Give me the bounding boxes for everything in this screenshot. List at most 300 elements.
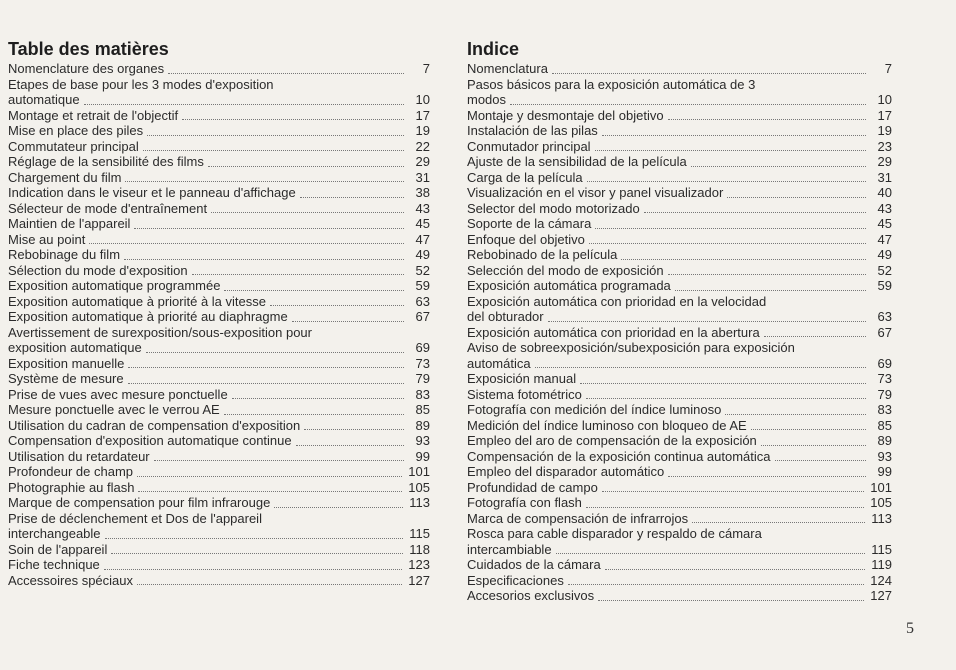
toc-entry-title: Montage et retrait de l'objectif (8, 107, 179, 123)
toc-entry-line (467, 511, 892, 527)
toc-entry-title-line: Avertissement de surexposition/sous-exposition pour (8, 324, 312, 340)
dot-leader (595, 149, 866, 151)
dot-leader (84, 103, 404, 105)
toc-entry-title: intercambiable (467, 541, 552, 557)
toc-entry (8, 108, 430, 124)
dot-leader (168, 72, 404, 74)
toc-entry-title: Conmutador principal (467, 138, 591, 154)
toc-entry-line (8, 263, 430, 279)
toc-entry-title: Selector del modo motorizado (467, 200, 640, 216)
dot-leader (644, 211, 866, 213)
toc-entry-page: 79 (415, 371, 430, 386)
toc-entry (467, 495, 892, 511)
toc-entry-title: Profondeur de champ (8, 464, 134, 479)
toc-entry-title: Instalación de las pilas (467, 123, 598, 138)
toc-entry-page: 7 (422, 61, 430, 76)
toc-entry-page: 113 (409, 495, 430, 510)
toc-entry (8, 309, 430, 325)
toc-entry-title: Exposition automatique à priorité au diaphragme (8, 309, 288, 324)
toc-entry-title: Profundidad de campo (467, 479, 598, 495)
toc-entry-page: 52 (877, 262, 892, 278)
toc-entry-title: Photographie au flash (8, 479, 135, 495)
toc-entry-page: 43 (415, 200, 430, 216)
toc-entry-page: 127 (408, 572, 430, 588)
toc-entry-title: Accesorios exclusivos (467, 588, 595, 603)
toc-entry-line (8, 418, 430, 434)
toc-entry-line (467, 216, 892, 232)
toc-entry-line (8, 542, 430, 558)
dot-leader (602, 490, 864, 492)
toc-entry-title: automática (467, 355, 531, 371)
toc-entry (467, 433, 892, 449)
toc-entry-page: 40 (877, 185, 892, 200)
toc-entry-title: del obturador (467, 309, 544, 324)
toc-entry (467, 402, 892, 418)
toc-entry-page: 31 (877, 169, 892, 185)
toc-entry (8, 356, 430, 372)
toc-entry-title: Fotografía con flash (467, 495, 582, 510)
toc-entry (467, 387, 892, 403)
toc-entry (467, 139, 892, 155)
toc-entry-title: Réglage de la sensibilité des films (8, 154, 204, 169)
dot-leader (556, 552, 866, 554)
toc-entry-title: automatique (8, 92, 80, 107)
toc-entry-line (467, 278, 892, 294)
toc-entry-title: Sélection du mode d'exposition (8, 262, 188, 278)
toc-entry-title-line: Pasos básicos para la exposición automática de 3 (467, 76, 756, 92)
toc-entry (467, 232, 892, 248)
toc-entry-line (467, 433, 892, 449)
dot-leader (232, 397, 404, 399)
toc-entry-page: 29 (415, 154, 430, 169)
toc-entry-title-line: Etapes de base pour les 3 modes d'exposition (8, 76, 274, 92)
toc-entry-page: 83 (877, 402, 892, 417)
toc-entry-page: 17 (877, 107, 892, 123)
toc-entry-page: 63 (415, 293, 430, 309)
dot-leader (598, 599, 864, 601)
toc-entry-title: Exposición automática programada (467, 278, 671, 293)
toc-entry-page: 93 (877, 448, 892, 464)
toc-entry-line (8, 216, 430, 232)
toc-entry-title: Empleo del disparador automático (467, 464, 665, 479)
toc-entry-line (8, 340, 430, 356)
toc-entry (8, 511, 430, 542)
toc-entry-title: Marque de compensation pour film infrarouge (8, 495, 271, 510)
toc-entry-title-line: Prise de déclenchement et Dos de l'appareil (8, 510, 262, 526)
toc-entry-line (467, 201, 892, 217)
toc-entry (8, 123, 430, 139)
toc-entry-line (467, 573, 892, 589)
toc-entry (8, 201, 430, 217)
toc-entry-title: Exposition automatique programmée (8, 278, 221, 293)
toc-entry-line (467, 588, 892, 604)
toc-entry-page: 123 (408, 557, 430, 572)
toc-entry-line (467, 464, 892, 480)
toc-entry-line (8, 433, 430, 449)
toc-entry-title: Cuidados de la cámara (467, 557, 601, 572)
toc-entry-line (467, 542, 892, 558)
toc-entry-line (467, 92, 892, 108)
toc-entry-title: Rebobinage du film (8, 247, 121, 262)
toc-entry-line (8, 108, 430, 124)
dot-leader (111, 552, 403, 554)
toc-entry-title: Maintien de l'appareil (8, 216, 131, 231)
toc-entry (467, 278, 892, 294)
dot-leader (137, 583, 402, 585)
toc-entry-line (8, 309, 430, 325)
toc-entry (467, 61, 892, 77)
dot-leader (270, 304, 404, 306)
dot-leader (691, 165, 866, 167)
dot-leader (224, 289, 404, 291)
toc-entry (8, 247, 430, 263)
toc-entry-page: 10 (415, 92, 430, 107)
toc-entry-page: 67 (415, 309, 430, 324)
toc-entry-title: Accessoires spéciaux (8, 572, 133, 588)
dot-leader (751, 428, 866, 430)
toc-spanish (467, 38, 892, 604)
dot-leader (621, 258, 866, 260)
toc-entry-page: 47 (877, 231, 892, 247)
toc-entry-page: 29 (877, 154, 892, 169)
toc-entry-page: 19 (415, 123, 430, 138)
dot-leader (211, 211, 404, 213)
toc-entry-line (8, 170, 430, 186)
toc-entry-title: Mise en place des piles (8, 123, 144, 138)
toc-entry (8, 278, 430, 294)
toc-entry-title: Prise de vues avec mesure ponctuelle (8, 386, 228, 402)
toc-entry-line (467, 418, 892, 434)
toc-entry (467, 480, 892, 496)
toc-entry-title: Sistema fotométrico (467, 386, 582, 402)
toc-entry-page: 43 (877, 200, 892, 216)
dot-leader (292, 320, 404, 322)
toc-entry-page: 45 (877, 216, 892, 231)
toc-entry (467, 108, 892, 124)
dot-leader (128, 366, 404, 368)
toc-entry (8, 433, 430, 449)
toc-entry-title: Exposition manuelle (8, 355, 125, 371)
toc-entry-page: 99 (877, 464, 892, 479)
toc-entry-line (8, 371, 430, 387)
toc-entry-line (8, 154, 430, 170)
dot-leader (668, 475, 866, 477)
toc-entry-line (467, 495, 892, 511)
toc-heading-french: Table des matières (8, 39, 169, 59)
toc-entry-line (467, 247, 892, 263)
toc-entry-page: 127 (870, 588, 892, 603)
toc-entry-page: 89 (877, 433, 892, 448)
toc-entry-title: Indication dans le viseur et le panneau d'affichage (8, 185, 296, 200)
toc-entry (467, 247, 892, 263)
toc-entry-line (467, 557, 892, 573)
toc-entry (8, 449, 430, 465)
dot-leader (668, 273, 866, 275)
toc-entry-page: 23 (877, 138, 892, 154)
dot-leader (137, 475, 402, 477)
toc-entry-page: 7 (884, 61, 892, 76)
toc-entry-title: Soin de l'appareil (8, 541, 108, 557)
toc-entry-page: 45 (415, 216, 430, 231)
dot-leader (535, 366, 866, 368)
toc-entry-title: Compensation d'exposition automatique continue (8, 433, 292, 448)
dot-leader (192, 273, 404, 275)
toc-entry-line (8, 294, 430, 310)
dot-leader (761, 444, 866, 446)
toc-entry (467, 123, 892, 139)
toc-entry (467, 511, 892, 527)
toc-entry-line (467, 139, 892, 155)
toc-entry-title: Compensación de la exposición continua automática (467, 448, 771, 464)
toc-entry-page: 52 (415, 262, 430, 278)
toc-entry (467, 154, 892, 170)
toc-entry (467, 201, 892, 217)
page-number: 5 (906, 620, 914, 637)
toc-entry (8, 542, 430, 558)
toc-entry-page: 85 (415, 402, 430, 417)
dot-leader (692, 521, 865, 523)
toc-french (8, 38, 430, 588)
dot-leader (125, 180, 404, 182)
toc-entry-page: 105 (870, 495, 892, 510)
toc-entry (8, 154, 430, 170)
toc-entry-line (8, 480, 430, 496)
dot-leader (300, 196, 404, 198)
toc-entry-title: Empleo del aro de compensación de la exposición (467, 433, 757, 448)
toc-entry-page: 101 (408, 464, 430, 479)
toc-entry-title: Chargement du film (8, 169, 122, 185)
dot-leader (552, 72, 866, 74)
toc-entry (467, 340, 892, 371)
dot-leader (274, 506, 403, 508)
toc-entry-title: interchangeable (8, 526, 101, 541)
dot-leader (224, 413, 404, 415)
toc-entry-page: 17 (415, 107, 430, 123)
toc-entry (467, 418, 892, 434)
toc-entry-line (467, 170, 892, 186)
toc-entry (8, 185, 430, 201)
dot-leader (147, 134, 404, 136)
toc-entry-line (8, 573, 430, 589)
toc-entry-title: Marca de compensación de infrarrojos (467, 510, 689, 526)
toc-heading-spanish: Indice (467, 39, 520, 59)
dot-leader (595, 227, 866, 229)
toc-entry-line (467, 449, 892, 465)
toc-entry-line (467, 154, 892, 170)
dot-leader (675, 289, 866, 291)
dot-leader (605, 568, 866, 570)
toc-entry-page: 69 (415, 340, 430, 355)
dot-leader (134, 227, 404, 229)
toc-entry-page: 99 (415, 448, 430, 464)
toc-entry-page: 63 (877, 309, 892, 324)
toc-entry (467, 557, 892, 573)
toc-entries-spanish (467, 61, 892, 604)
toc-entry-title-line: Aviso de sobreexposición/subexposición para exposición (467, 340, 795, 355)
toc-entry (8, 495, 430, 511)
dot-leader (146, 351, 404, 353)
toc-entry-line (8, 247, 430, 263)
toc-entry (8, 480, 430, 496)
toc-entry (8, 371, 430, 387)
toc-entry-line (8, 464, 430, 480)
toc-entry-page: 19 (877, 123, 892, 138)
dot-leader (304, 428, 404, 430)
toc-entry-title: Exposición automática con prioridad en la abertura (467, 324, 760, 340)
toc-entry-title: Exposición manual (467, 371, 577, 386)
toc-entry (8, 557, 430, 573)
toc-entry-line (8, 123, 430, 139)
toc-entry-title: exposition automatique (8, 340, 142, 355)
toc-entry-line (467, 480, 892, 496)
dot-leader (568, 583, 864, 585)
toc-entry (8, 325, 430, 356)
toc-entry-line (8, 495, 430, 511)
dot-leader (104, 568, 403, 570)
toc-entry-title: Carga de la película (467, 169, 583, 185)
dot-leader (727, 196, 866, 198)
toc-entry-line (8, 278, 430, 294)
toc-entry-line (467, 325, 892, 341)
toc-entry-page: 10 (877, 92, 892, 107)
toc-entry-title: Visualización en el visor y panel visualizador (467, 185, 724, 200)
toc-entry-title: Fiche technique (8, 557, 100, 572)
toc-entry-page: 67 (877, 324, 892, 340)
toc-entry (467, 449, 892, 465)
toc-entry (467, 526, 892, 557)
toc-entry-line (8, 557, 430, 573)
toc-entry-page: 124 (870, 572, 892, 588)
dot-leader (587, 180, 866, 182)
toc-entry-line (467, 309, 892, 325)
toc-entry-title: Exposition automatique à priorité à la vitesse (8, 293, 266, 309)
dot-leader (510, 103, 866, 105)
dot-leader (154, 459, 404, 461)
toc-entry-title: Especificaciones (467, 572, 564, 588)
toc-entry (467, 294, 892, 325)
toc-entry-line (467, 263, 892, 279)
toc-entry-page: 73 (877, 371, 892, 386)
toc-entry (467, 263, 892, 279)
toc-entry (8, 61, 430, 77)
toc-entry-line (8, 387, 430, 403)
toc-entry-title: Soporte de la cámara (467, 216, 592, 231)
toc-entry (8, 573, 430, 589)
toc-entry-page: 105 (408, 479, 430, 495)
dot-leader (208, 165, 404, 167)
toc-entry-line (467, 402, 892, 418)
toc-entry (8, 387, 430, 403)
dot-leader (143, 149, 404, 151)
toc-entry-page: 93 (415, 433, 430, 448)
toc-entry-line (8, 526, 430, 542)
toc-entry-title: Commutateur principal (8, 138, 139, 154)
toc-entry-line (8, 232, 430, 248)
toc-entry-title: Ajuste de la sensibilidad de la película (467, 154, 687, 169)
toc-entry (8, 263, 430, 279)
toc-entry-line (467, 232, 892, 248)
toc-entry (8, 402, 430, 418)
toc-entry-line (8, 449, 430, 465)
toc-entry-page: 89 (415, 417, 430, 433)
toc-entry-line (8, 92, 430, 108)
dot-leader (725, 413, 866, 415)
toc-entry-title: Système de mesure (8, 371, 124, 386)
toc-entry-title: modos (467, 92, 507, 107)
toc-entry-title: Utilisation du retardateur (8, 448, 150, 464)
toc-entry-title: Sélecteur de mode d'entraînement (8, 200, 208, 216)
dot-leader (602, 134, 866, 136)
toc-entry-line (8, 356, 430, 372)
toc-entry (467, 464, 892, 480)
toc-entry-page: 59 (877, 278, 892, 293)
toc-entry (8, 170, 430, 186)
toc-entry (8, 418, 430, 434)
toc-entry-page: 22 (415, 138, 430, 154)
toc-entry (467, 185, 892, 201)
toc-entry-page: 73 (415, 355, 430, 371)
toc-entry (467, 325, 892, 341)
toc-entry-title: Utilisation du cadran de compensation d'exposition (8, 417, 301, 433)
toc-entry (467, 371, 892, 387)
toc-entry-page: 101 (870, 479, 892, 495)
dot-leader (89, 242, 404, 244)
toc-entry (8, 216, 430, 232)
toc-entries-french (8, 61, 430, 588)
toc-entry-line (467, 185, 892, 201)
toc-entry-page: 115 (871, 541, 892, 557)
toc-entry-title: Medición del índice luminoso con bloqueo de AE (467, 417, 747, 433)
dot-leader (580, 382, 866, 384)
toc-entry-line (8, 61, 430, 77)
toc-entry-title: Montaje y desmontaje del objetivo (467, 107, 664, 123)
toc-entry-page: 49 (415, 247, 430, 262)
dot-leader (128, 382, 404, 384)
toc-entry-title: Enfoque del objetivo (467, 231, 585, 247)
toc-entry-line (467, 356, 892, 372)
toc-entry-title: Nomenclature des organes (8, 61, 165, 76)
toc-entry-page: 118 (409, 541, 430, 557)
dot-leader (764, 335, 866, 337)
toc-entry-title-line: Rosca para cable disparador y respaldo de cámara (467, 526, 762, 541)
toc-entry (8, 232, 430, 248)
toc-entry (8, 464, 430, 480)
toc-entry-line (467, 108, 892, 124)
toc-entry-line (8, 402, 430, 418)
toc-entry-title: Mise au point (8, 231, 86, 247)
dot-leader (124, 258, 404, 260)
toc-entry-page: 31 (415, 169, 430, 185)
dot-leader (182, 118, 404, 120)
toc-entry-page: 79 (877, 386, 892, 402)
dot-leader (548, 320, 866, 322)
toc-entry-title: Selección del modo de exposición (467, 262, 664, 278)
toc-entry (8, 77, 430, 108)
dot-leader (586, 397, 866, 399)
toc-entry-line (467, 371, 892, 387)
toc-entry-page: 47 (415, 231, 430, 247)
dot-leader (105, 537, 404, 539)
toc-entry-line (467, 123, 892, 139)
dot-leader (589, 242, 866, 244)
toc-entry (467, 216, 892, 232)
toc-entry-line (467, 61, 892, 77)
toc-entry (8, 294, 430, 310)
toc-entry-title: Rebobinado de la película (467, 247, 618, 262)
dot-leader (668, 118, 866, 120)
toc-entry-line (8, 185, 430, 201)
dot-leader (296, 444, 404, 446)
